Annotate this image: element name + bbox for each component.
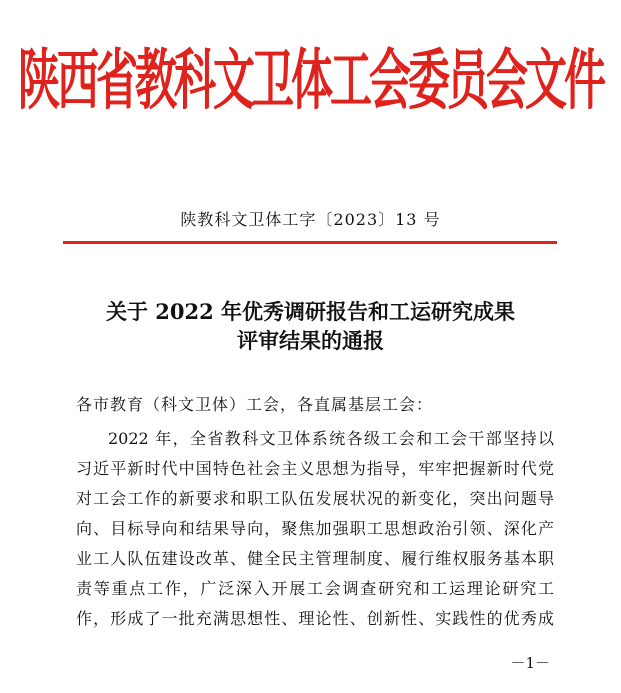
red-divider-line	[63, 241, 557, 244]
document-number: 陕教科文卫体工字〔2023〕13 号	[180, 210, 441, 229]
salutation: 各市教育（科文卫体）工会，各直属基层工会：	[76, 395, 434, 414]
body-line: 2022 年，全省教科文卫体系统各级工会和工会干部坚持以	[108, 429, 554, 448]
body-line: 对工会工作的新要求和职工队伍发展状况的新变化，突出问题导	[76, 489, 554, 508]
page-number: －1－	[510, 654, 550, 672]
body-line: 向、目标导向和结果导向，聚焦加强职工思想政治引领、深化产	[76, 519, 554, 538]
body-line: 责等重点工作，广泛深入开展工会调查研究和工运理论研究工	[76, 579, 554, 598]
body-line: 习近平新时代中国特色社会主义思想为指导，牢牢把握新时代党	[76, 459, 554, 478]
body-line: 业工人队伍建设改革、健全民主管理制度、履行维权服务基本职	[76, 549, 554, 568]
body-line: 作，形成了一批充满思想性、理论性、创新性、实践性的优秀成	[76, 609, 554, 628]
document-title-line-2: 评审结果的通报	[237, 328, 384, 353]
masthead-title: 陕西省教科文卫体工会委员会文件	[17, 42, 603, 118]
document-title-line-1: 关于 2022 年优秀调研报告和工运研究成果	[105, 299, 516, 324]
